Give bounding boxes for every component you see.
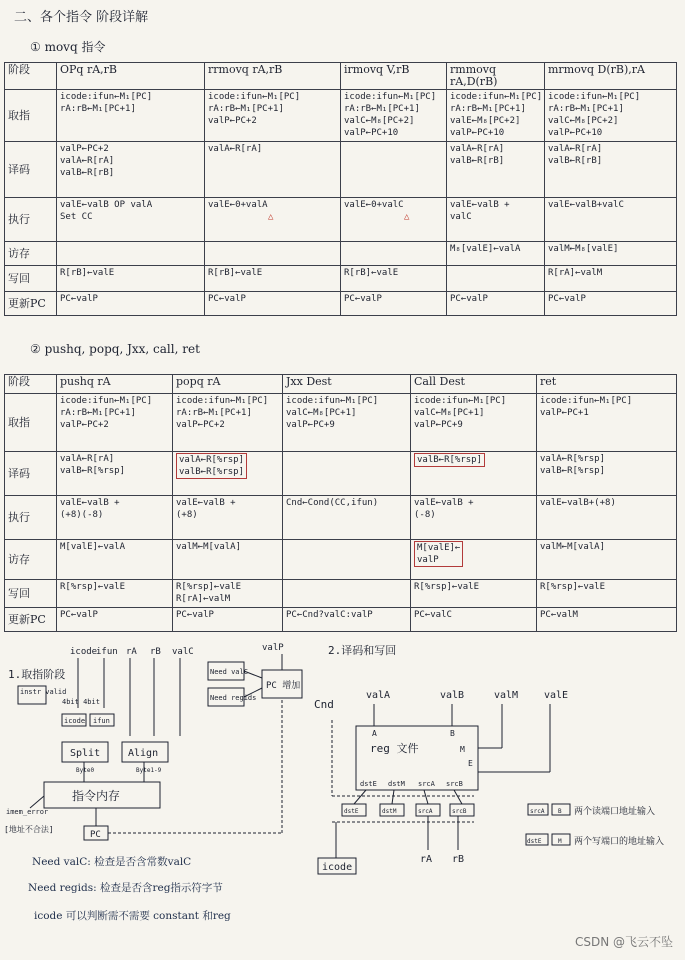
cell-line: valA←R[rA] xyxy=(60,454,115,464)
icode-box-label: icode xyxy=(64,717,86,725)
table-row xyxy=(5,394,677,452)
stage-label: 更新PC xyxy=(5,292,57,316)
cell-line: valP←PC+9 xyxy=(286,420,335,430)
cell-line: R[%rsp]←valE xyxy=(176,582,242,592)
cell-line: valE←valB + xyxy=(414,498,474,508)
table-cell xyxy=(283,540,411,580)
table-cell xyxy=(537,608,677,632)
table-cell xyxy=(57,292,205,316)
cell-line: valE←M₈[PC+2] xyxy=(450,116,521,126)
cell-line: PC←valP xyxy=(60,610,98,620)
table-cell xyxy=(57,496,173,540)
table-cell xyxy=(57,580,173,608)
sel-dstE-label: dstE xyxy=(344,808,359,815)
table-row xyxy=(5,452,677,496)
table-cell xyxy=(537,394,677,452)
triangle-mark: △ xyxy=(268,212,274,222)
table-row xyxy=(5,540,677,580)
table-cell xyxy=(57,608,173,632)
note-need-regids: Need regids: 检查是否含reg指示符字节 xyxy=(28,882,223,894)
table-cell xyxy=(283,452,411,496)
column-header: rmmovq rA,D(rB) xyxy=(447,63,545,90)
table-cell xyxy=(173,452,283,496)
bits-label: 4bit 4bit xyxy=(62,698,100,706)
out-valB: valB xyxy=(440,690,465,701)
cell-line: valM←M[valA] xyxy=(540,542,606,552)
table-row xyxy=(5,496,677,540)
cell-line: valA←R[rA] xyxy=(208,144,263,154)
cell-line: valE←valB + xyxy=(450,200,510,210)
page-title: 二、各个指令 阶段详解 xyxy=(14,10,149,25)
cell-line: valM←M[valA] xyxy=(176,542,242,552)
cell-line: icode:ifun←M₁[PC] xyxy=(176,396,269,406)
cell-line: valE←0+valC xyxy=(344,200,404,210)
cell-line: rA:rB←M₁[PC+1] xyxy=(344,104,420,114)
column-header: rrmovq rA,rB xyxy=(205,63,341,90)
sig-ifun: ifun xyxy=(96,647,118,657)
table-row xyxy=(5,266,677,292)
cell-line: (-8) xyxy=(414,510,436,520)
addr-invalid-label: [地址不合法] xyxy=(4,825,54,834)
table-cell xyxy=(57,142,205,198)
cell-line: valC←M₈[PC+2] xyxy=(548,116,619,126)
instr-memory-label: 指令内存 xyxy=(72,789,121,803)
column-header: irmovq V,rB xyxy=(341,63,447,90)
table-cell xyxy=(411,540,537,580)
table-cell xyxy=(283,496,411,540)
cell-line: PC←valP xyxy=(450,294,488,304)
byte19-label: Byte1-9 xyxy=(136,767,162,774)
cell-line: valB←R[%rsp] xyxy=(417,455,483,465)
cell-line: R[%rsp]←valE xyxy=(540,582,606,592)
cell-line: valB←R[%rsp] xyxy=(540,466,606,476)
cell-line: rA:rB←M₁[PC+1] xyxy=(208,104,284,114)
cell-line: R[%rsp]←valE xyxy=(414,582,480,592)
table-cell xyxy=(545,242,677,266)
cell-line: PC←valP xyxy=(344,294,382,304)
cell-line: valC xyxy=(450,212,472,222)
port-B: B xyxy=(450,729,455,738)
table-cell xyxy=(545,198,677,242)
port-E: E xyxy=(468,759,473,768)
header-row xyxy=(5,375,677,394)
legend2-box-b-label: M xyxy=(558,838,562,845)
fetch-diagram xyxy=(0,636,330,846)
port-A: A xyxy=(372,729,377,738)
table-cell xyxy=(205,198,341,242)
imem-error-label: imem_error xyxy=(6,808,49,816)
instr-valid-label: instr valid xyxy=(20,688,67,696)
cell-line: valB←R[rB] xyxy=(548,156,603,166)
cell-line: M[valE]← xyxy=(417,543,461,553)
note-icode: icode 可以判断需不需要 constant 和reg xyxy=(34,910,231,922)
column-header: pushq rA xyxy=(57,375,173,394)
table-row xyxy=(5,90,677,142)
table-cell xyxy=(341,292,447,316)
cell-line: valE←valB+(+8) xyxy=(540,498,616,508)
cell-line: icode:ifun←M₁[PC] xyxy=(208,92,301,102)
table-cell xyxy=(341,90,447,142)
table-cell xyxy=(545,266,677,292)
icode-input-label: icode xyxy=(322,862,353,873)
cell-line: valA←R[%rsp] xyxy=(540,454,606,464)
cell-line: valM←M₈[valE] xyxy=(548,244,619,254)
table-cell xyxy=(205,242,341,266)
table-cell xyxy=(57,266,205,292)
cell-line: icode:ifun←M₁[PC] xyxy=(344,92,437,102)
sig-rA: rA xyxy=(126,647,137,657)
table-cell xyxy=(205,266,341,292)
port-srcA: srcA xyxy=(418,780,435,788)
column-header: mrmovq D(rB),rA xyxy=(545,63,677,90)
cell-line: icode:ifun←M₁[PC] xyxy=(60,396,153,406)
pc-label: PC xyxy=(90,830,101,840)
cell-line: rA:rB←M₁[PC+1] xyxy=(450,104,526,114)
rB-input: rB xyxy=(452,854,465,865)
cell-line: PC←valP xyxy=(176,610,214,620)
sig-valC: valC xyxy=(172,647,194,657)
cell-line: PC←valP xyxy=(208,294,246,304)
rA-input: rA xyxy=(420,854,433,865)
table-cell xyxy=(537,580,677,608)
cell-line: M₈[valE]←valA xyxy=(450,244,521,254)
in-valM: valM xyxy=(494,690,519,701)
ifun-box-label: ifun xyxy=(93,717,110,725)
cell-line: (+8) xyxy=(176,510,198,520)
table-cell xyxy=(205,292,341,316)
port-dstE: dstE xyxy=(360,780,377,788)
table-cell xyxy=(447,198,545,242)
stage-label: 访存 xyxy=(5,540,57,580)
cell-line: valP←PC+1 xyxy=(540,408,589,418)
cell-line: icode:ifun←M₁[PC] xyxy=(450,92,543,102)
table-cell xyxy=(411,608,537,632)
table-cell xyxy=(57,394,173,452)
cell-line: valE←valB + xyxy=(60,498,120,508)
reg-file-label: reg 文件 xyxy=(370,742,419,755)
table-row xyxy=(5,198,677,242)
table-row xyxy=(5,608,677,632)
table-cell xyxy=(283,608,411,632)
table-cell xyxy=(57,242,205,266)
table-cell xyxy=(411,394,537,452)
table-cell xyxy=(447,90,545,142)
cell-line: R[rA]←valM xyxy=(176,594,231,604)
port-srcB: srcB xyxy=(446,780,463,788)
table-row xyxy=(5,242,677,266)
need-valc-label: Need valC xyxy=(210,668,248,676)
table-cell xyxy=(537,452,677,496)
cell-line: rA:rB←M₁[PC+1] xyxy=(60,408,136,418)
table-cell xyxy=(341,142,447,198)
table-cell xyxy=(545,292,677,316)
table-cell xyxy=(411,496,537,540)
cell-line: PC←valC xyxy=(414,610,452,620)
stage-label: 译码 xyxy=(5,142,57,198)
align-label: Align xyxy=(128,748,159,759)
cell-line: icode:ifun←M₁[PC] xyxy=(548,92,641,102)
table-cell xyxy=(447,292,545,316)
stage-label: 取指 xyxy=(5,90,57,142)
column-header: Jxx Dest xyxy=(283,375,411,394)
cell-line: valC←M₈[PC+2] xyxy=(344,116,415,126)
cell-line: valP←PC+10 xyxy=(344,128,399,138)
cell-line: (+8)(-8) xyxy=(60,510,104,520)
legend2-text: 两个写端口的地址输入 xyxy=(574,837,665,847)
cell-line: valP←PC+9 xyxy=(414,420,463,430)
table-cell xyxy=(447,142,545,198)
cell-line: icode:ifun←M₁[PC] xyxy=(414,396,507,406)
table-cell xyxy=(57,540,173,580)
cell-line: PC←valM xyxy=(540,610,578,620)
table2-subtitle: ② pushq, popq, Jxx, call, ret xyxy=(30,342,200,356)
cell-line: icode:ifun←M₁[PC] xyxy=(60,92,153,102)
cell-line: PC←valP xyxy=(548,294,586,304)
in-valE: valE xyxy=(544,690,569,701)
fetch-title: 1.取指阶段 xyxy=(8,668,66,681)
table-cell xyxy=(57,452,173,496)
cell-line: PC←Cnd?valC:valP xyxy=(286,610,373,620)
column-header: 阶段 xyxy=(5,375,57,394)
legend1-box-b-label: B xyxy=(558,808,562,815)
cell-line: valB←R[rB] xyxy=(60,168,115,178)
port-dstM: dstM xyxy=(388,780,405,788)
need-regids-label: Need regids xyxy=(210,694,257,702)
cnd-label: Cnd xyxy=(314,698,334,711)
cell-line: valP←PC+10 xyxy=(450,128,505,138)
decode-title: 2.译码和写回 xyxy=(328,644,397,657)
column-header: 阶段 xyxy=(5,63,57,90)
sig-rB: rB xyxy=(150,647,161,657)
cell-line: R[rB]←valE xyxy=(208,268,263,278)
cell-line: valC←M₈[PC+1] xyxy=(414,408,485,418)
stage-label: 更新PC xyxy=(5,608,57,632)
stage-label: 执行 xyxy=(5,198,57,242)
cell-line: valB←R[%rsp] xyxy=(179,467,245,477)
cell-line: rA:rB←M₁[PC+1] xyxy=(176,408,252,418)
cell-line: icode:ifun←M₁[PC] xyxy=(540,396,633,406)
table-cell xyxy=(173,394,283,452)
decode-diagram xyxy=(312,636,682,876)
table-cell xyxy=(545,90,677,142)
cell-line: valB←R[rB] xyxy=(450,156,505,166)
cell-line: valB←R[%rsp] xyxy=(60,466,126,476)
table-cell xyxy=(205,90,341,142)
table-row xyxy=(5,580,677,608)
stage-label: 执行 xyxy=(5,496,57,540)
table-cell xyxy=(205,142,341,198)
sel-srcB-label: srcB xyxy=(452,808,467,815)
split-label: Split xyxy=(70,748,101,759)
sel-dstM-label: dstM xyxy=(382,808,397,815)
cell-line: PC←valP xyxy=(60,294,98,304)
pc-increment-label: PC 增加 xyxy=(266,681,301,691)
port-M: M xyxy=(460,745,465,754)
triangle-mark: △ xyxy=(404,212,410,222)
stage-label: 取指 xyxy=(5,394,57,452)
table-cell xyxy=(545,142,677,198)
cell-line: valE←0+valA xyxy=(208,200,268,210)
table-cell xyxy=(173,580,283,608)
sig-icode: icode xyxy=(70,647,98,657)
stack-jump-table xyxy=(4,374,677,632)
note-need-valc: Need valC: 检查是否含常数valC xyxy=(32,856,192,868)
movq-table xyxy=(4,62,677,316)
table-cell xyxy=(341,242,447,266)
stage-label: 译码 xyxy=(5,452,57,496)
sig-valP: valP xyxy=(262,643,284,653)
table-cell xyxy=(57,198,205,242)
legend2-box-a-label: dstE xyxy=(527,838,542,845)
table-cell xyxy=(341,266,447,292)
stage-label: 写回 xyxy=(5,266,57,292)
stage-label: 访存 xyxy=(5,242,57,266)
cell-line: valA←R[rA] xyxy=(60,156,115,166)
cell-line: valP←PC+2 xyxy=(60,144,109,154)
cell-line: R[rB]←valE xyxy=(344,268,399,278)
table-cell xyxy=(537,540,677,580)
column-header: popq rA xyxy=(173,375,283,394)
cell-line: valP←PC+2 xyxy=(176,420,225,430)
table-cell xyxy=(447,242,545,266)
cell-line: valA←R[rA] xyxy=(548,144,603,154)
cell-line: Cnd←Cond(CC,ifun) xyxy=(286,498,379,508)
table-cell xyxy=(173,496,283,540)
cell-line: valE←valB OP valA xyxy=(60,200,153,210)
header-row xyxy=(5,63,677,90)
table-cell xyxy=(411,580,537,608)
column-header: OPq rA,rB xyxy=(57,63,205,90)
cell-line: valA←R[rA] xyxy=(450,144,505,154)
table-cell xyxy=(173,540,283,580)
cell-line: valP←PC+10 xyxy=(548,128,603,138)
legend1-box-a-label: srcA xyxy=(530,808,545,815)
cell-line: R[rA]←valM xyxy=(548,268,603,278)
table-row xyxy=(5,292,677,316)
sel-srcA-label: srcA xyxy=(418,808,433,815)
cell-line: Set CC xyxy=(60,212,93,222)
cell-line: valC←M₈[PC+1] xyxy=(286,408,357,418)
table1-subtitle: ① movq 指令 xyxy=(30,40,106,54)
table-cell xyxy=(341,198,447,242)
table-cell xyxy=(173,608,283,632)
legend1-text: 两个读端口地址输入 xyxy=(574,807,656,817)
watermark: CSDN @飞云不坠 xyxy=(574,935,673,949)
stage-label: 写回 xyxy=(5,580,57,608)
column-header: ret xyxy=(537,375,677,394)
cell-line: M[valE]←valA xyxy=(60,542,126,552)
cell-line: valA←R[%rsp] xyxy=(179,455,245,465)
table-cell xyxy=(283,580,411,608)
cell-line: icode:ifun←M₁[PC] xyxy=(286,396,379,406)
cell-line: valE←valB + xyxy=(176,498,236,508)
cell-line: R[rB]←valE xyxy=(60,268,115,278)
cell-line: valP xyxy=(417,555,439,565)
cell-line: valP←PC+2 xyxy=(208,116,257,126)
table-cell xyxy=(57,90,205,142)
cell-line: valE←valB+valC xyxy=(548,200,624,210)
table-cell xyxy=(447,266,545,292)
out-valA: valA xyxy=(366,690,391,701)
cell-line: valP←PC+2 xyxy=(60,420,109,430)
table-cell xyxy=(537,496,677,540)
cell-line: rA:rB←M₁[PC+1] xyxy=(548,104,624,114)
cell-line: R[%rsp]←valE xyxy=(60,582,126,592)
table-cell xyxy=(411,452,537,496)
byte0-label: Byte0 xyxy=(76,767,95,774)
table-row xyxy=(5,142,677,198)
table-cell xyxy=(283,394,411,452)
column-header: Call Dest xyxy=(411,375,537,394)
cell-line: rA:rB←M₁[PC+1] xyxy=(60,104,136,114)
